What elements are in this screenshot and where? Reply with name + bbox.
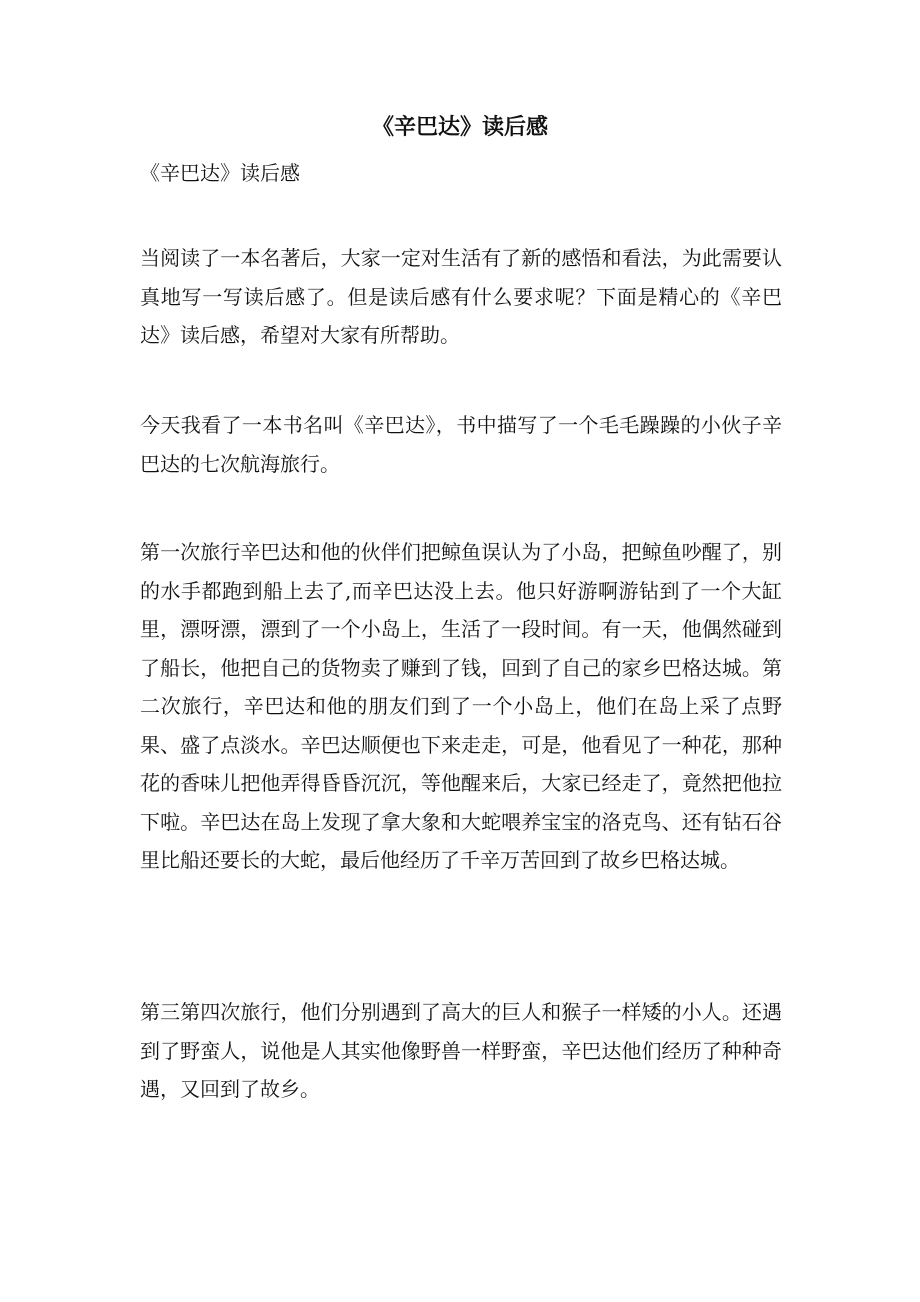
document-title: 《辛巴达》读后感 xyxy=(371,115,548,140)
paragraph-intro: 当阅读了一本名著后，大家一定对生活有了新的感悟和看法，为此需要认真地写一写读后感了。但是读后感有什么要求呢？下面是精心的《辛巴达》读后感，希望对大家有所帮助。 xyxy=(140,246,782,347)
paragraph-third-fourth-voyage: 第三第四次旅行，他们分别遇到了高大的巨人和猴子一样矮的小人。还遇到了野蛮人，说他是人其实他像野兽一样野蛮，辛巴达他们经历了种种奇遇，又回到了故乡。 xyxy=(140,1000,782,1101)
paragraph-book-summary: 今天我看了一本书名叫《辛巴达》，书中描写了一个毛毛躁躁的小伙子辛巴达的七次航海旅行。 xyxy=(140,413,782,476)
document-subtitle: 《辛巴达》读后感 xyxy=(140,161,300,185)
paragraph-first-second-voyage: 第一次旅行辛巴达和他的伙伴们把鲸鱼误认为了小岛，把鲸鱼吵醒了，别的水手都跑到船上去了,而辛巴达没上去。他只好游啊游钻到了一个大缸里，漂呀漂，漂到了一个小岛上，生活了一段时间。有一天，他偶然碰到了船长，他把自己的货物卖了赚到了钱，回到了自己的家乡巴格达城。第二次旅行，辛巴达和他的朋友们到了一个小岛上，他们在岛上采了点野果、盛了点淡水。辛巴达顺便也下来走走，可是，他看见了一种花，那种花的香味儿把他弄得昏昏沉沉，等他醒来后，大家已经走了，竟然把他拉下啦。辛巴达在岛上发现了拿大象和大蛇喂养宝宝的洛克鸟、还有钻石谷里比船还要长的大蛇，最后他经历了千辛万苦回到了故乡巴格达城。 xyxy=(140,540,782,872)
